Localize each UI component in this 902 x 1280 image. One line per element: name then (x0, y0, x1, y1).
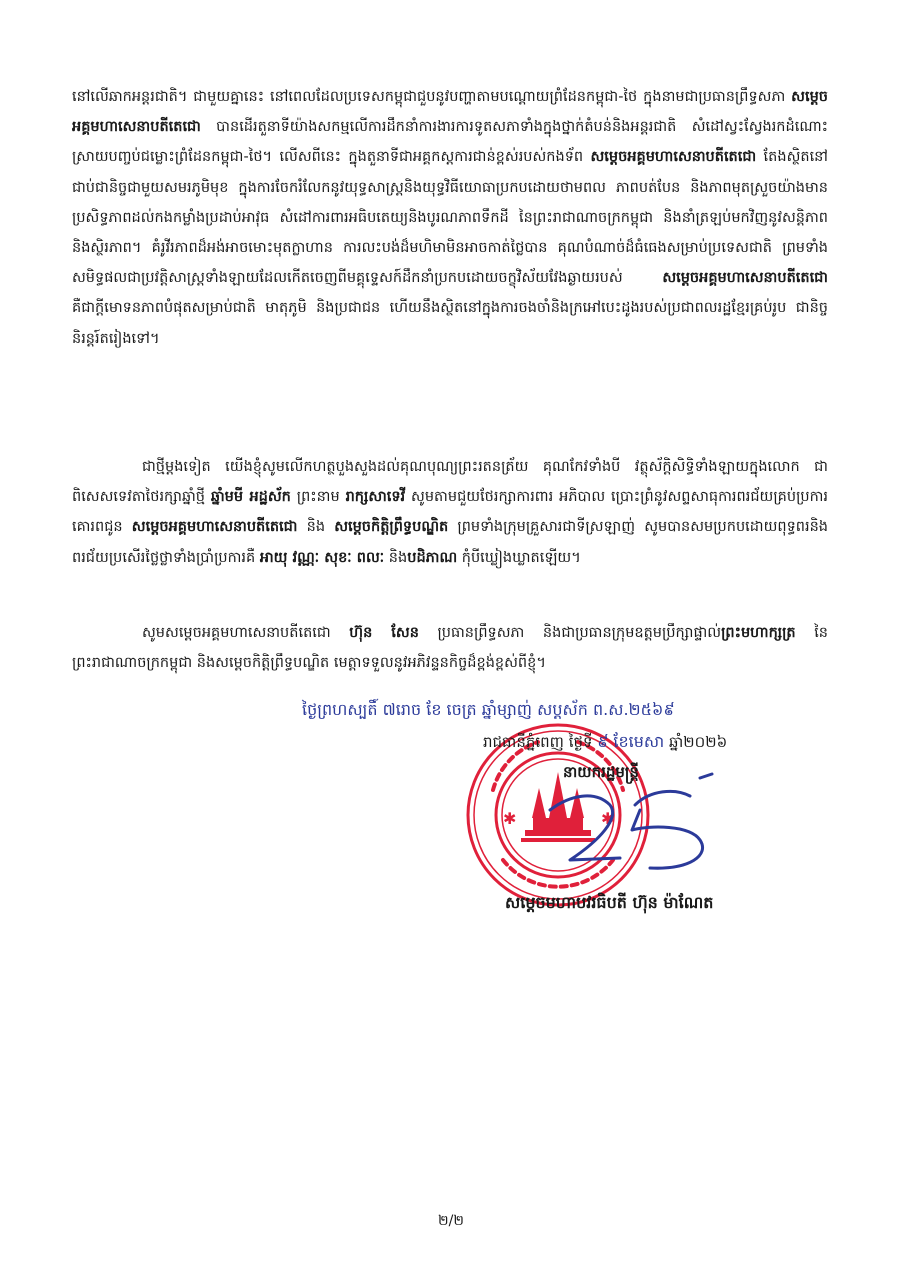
bold-name: សម្តេចអគ្គមហាសេនាបតីតេជោ (662, 270, 828, 287)
bold-name: សម្តេចកិត្តិព្រឹទ្ធបណ្ឌិត (334, 519, 449, 536)
text-run: គឺជាក្តីមោទនភាពបំផុតសម្រាប់ជាតិ មាតុភូមិ និងប្រជាជន ហើយនឹងស្ថិតនៅក្នុងការចងចាំនិងក្រអៅបេះដូងរបស់ប្រជាពលរដ្ឋខ្មែរគ្រប់រូប ជានិច្ចនិរន្តរ៍តរៀងទៅ។ (72, 300, 828, 347)
text-run: សូមសម្តេចអគ្គមហាសេនាបតីតេជោ (142, 625, 350, 641)
bold-name: ហ៊ុន សែន (349, 625, 419, 641)
text-run: តែងស្ថិតនៅជាប់ជានិច្ចជាមួយសមរភូមិមុខ ក្នុងការចែករំលែកនូវយុទ្ធសាស្ត្រនិងយុទ្ធវិធីយោធាប្រកបដោយថាមពល ភាពបត់បែន និងភាពមុតស្រួចយ៉ាងមានប្រសិទ្ធភាពដល់កងកម្លាំងប្រដាប់អាវុធ សំដៅការពារអធិបតេយ្យនិងបូរណភាពទឹកដី នៃព្រះរាជាណាចក្រកម្ពុជា និងនាំត្រឡប់មកវិញនូវសន្តិភាពនិងស្ថិរភាព។ គំរូវីរភាពដ៏អង់អាចមោះមុតក្លាហាន ការលះបង់ដ៏មហិមាមិនអាចកាត់ថ្លៃបាន គុណបំណាច់ដ៏ធំធេងសម្រាប់ប្រទេសជាតិ ព្រមទាំងសមិទ្ធផលជាប្រវត្តិសាស្ត្រទាំងឡាយដែលកើតចេញពីមគ្គុទ្ទេសក៍ដឹកនាំប្រកបដោយចក្ខុវិស័យវែងឆ្ងាយរបស់ (72, 149, 828, 287)
text-run: ជាថ្មីម្តងទៀត យើងខ្ញុំសូមលើកហត្ថបួងសួងដល់គុណបុណ្យព្រះរតនត្រ័យ គុណកែវទាំងបី វត្ថុស័ក្តិសិទ្ធិទាំងឡាយក្នុងលោក ជាពិសេសទេវតាថៃរក្សាឆ្នាំថ្មី (72, 459, 828, 506)
svg-text:✱: ✱ (503, 809, 517, 828)
body-paragraph-3 (72, 618, 828, 678)
date-month: ខែមេសា (613, 732, 665, 751)
bold-deity-name: រាក្សសាទេវី (345, 489, 406, 506)
bold-name: សម្តេចអគ្គមហាសេនាបតីតេជោ (590, 149, 757, 166)
text-run: និង (384, 549, 408, 566)
svg-text:✱: ✱ (601, 809, 615, 828)
text-run: ព្រះនាម (290, 489, 346, 506)
signer-name: សម្តេចមហាបវរធិបតី ហ៊ុន ម៉ាណែត (505, 893, 714, 912)
signer-title: នាយករដ្ឋមន្ត្រី (563, 763, 639, 781)
bold-blessing: បដិភាណ (407, 549, 458, 566)
text-run: និង (297, 519, 335, 536)
bold-blessings: អាយុ វណ្ណៈ សុខៈ ពលៈ (259, 549, 385, 566)
bold-title: ព្រះមហាក្សត្រ (721, 625, 796, 641)
signature-icon (540, 770, 730, 880)
body-paragraph-2 (72, 452, 828, 573)
text-run: នៃព្រះរាជាណាចក្រកម្ពុជា និងសម្តេចកិត្តិព្រឹទ្ធបណ្ឌិត មេត្តាទទួលនូវអភិវន្ទនកិច្ចដ៏ខ្ពង់ខ្ពស់ពីខ្ញុំ។ (72, 625, 829, 672)
text-run: ប្រធានព្រឹទ្ធសភា និងជាប្រធានក្រុមឧត្តមប្រឹក្សាផ្ទាល់ (418, 625, 722, 641)
body-paragraph-1 (72, 82, 828, 354)
lunar-date: ថ្ងៃព្រហស្បតិ៍ ៧រោច ខែ ចេត្រ ឆ្នាំម្សាញ់ សប្តស័ក ព.ស.២៥៦៩ (302, 700, 675, 719)
text-run: កុំបីឃ្លៀងឃ្លាតឡើយ។ (457, 549, 581, 566)
text-run: នៅលើឆាកអន្តរជាតិ។ ជាមួយគ្នានេះ នៅពេលដែលប្រទេសកម្ពុជាជួបនូវបញ្ហាតាមបណ្តោយព្រំដែនកម្ពុជា-ថៃ ក្នុងនាមជាប្រធានព្រឹទ្ធសភា (72, 89, 792, 105)
date-year: ឆ្នាំ២០២៦ (668, 733, 728, 751)
bold-name: សម្តេចអគ្គមហាសេនាបតីតេជោ (72, 89, 828, 136)
text-run: ព្រមទាំងក្រុមគ្រួសារជាទីស្រឡាញ់ សូមបានសមប្រកបដោយពុទ្ធពរនិងពរជ័យប្រសើរថ្លៃថ្លាទាំងប្រាំប្រការគឺ (72, 519, 828, 566)
bold-year-name: ឆ្នាំមមី អដ្ឋស័ក (210, 489, 291, 506)
date-day: ៩ (597, 732, 609, 751)
text-run: បានដើរតួនាទីយ៉ាងសកម្មលើការដឹកនាំការងារការទូតសភាទាំងក្នុងថ្នាក់តំបន់និងអន្តរជាតិ សំដៅស្វះស្វែងរកដំណោះស្រាយបញ្ចប់ជម្លោះព្រំដែនកម្ពុជា-ថៃ។ លើសពីនេះ ក្នុងតួនាទីជាអគ្គកស្តការជាន់ខ្ពស់របស់កងទ័ព (72, 119, 828, 166)
date-prefix: រាជធានីភ្នំពេញ ថ្ងៃទី (483, 733, 593, 751)
bold-name: សម្តេចអគ្គមហាសេនាបតីតេជោ (131, 519, 298, 536)
text-run: សូមតាមជួយថែរក្សាការពារ អភិបាល ប្រោះព្រំនូវសព្ទសាធុការពរជ័យគ្រប់ប្រការ គោរពជូន (72, 489, 828, 536)
solar-date (483, 731, 843, 755)
page-number: ២/២ (438, 1213, 464, 1229)
